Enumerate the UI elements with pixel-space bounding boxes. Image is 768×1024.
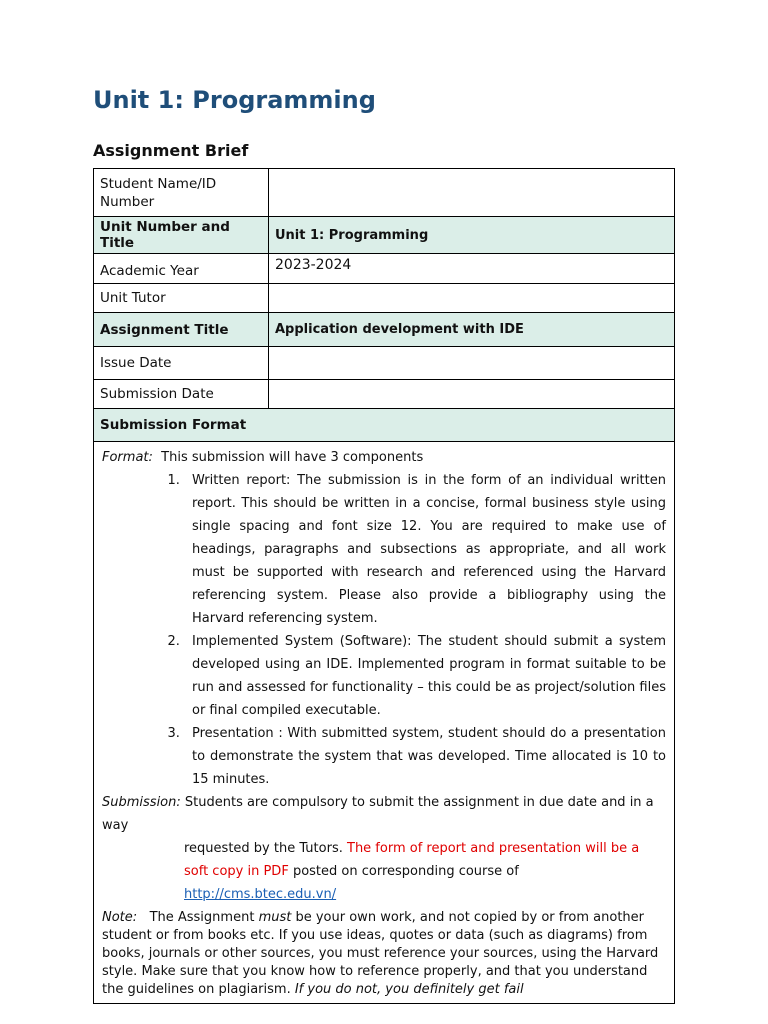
row-issue [94,347,675,380]
list-item: 2. Implemented System (Software): The student should submit a system developed using an IDE. Implemented program in format suitable to be run and assessed for functionality – this could be as project/solution files or final compiled executable. [184,630,666,722]
row-unit [94,217,675,254]
note-text-1: The Assignment [149,910,255,925]
format-line [102,446,666,469]
row-year [94,254,675,284]
row-tutor [94,284,675,313]
tutor-label: Unit Tutor [94,284,269,313]
assignment-value: Application development with IDE [269,313,675,347]
submission-continuation [102,837,666,906]
row-student [94,169,675,217]
year-label: Academic Year [94,254,269,284]
page-title: Unit 1: Programming [93,86,376,114]
cms-link[interactable]: http://cms.btec.edu.vn/ [184,887,337,902]
submission-date-value [269,380,675,409]
note-text-2: be your own work, and not copied by or from another student or from books etc. If you use ideas, quotes or data (such as diagrams) from books, journals or other sources, you must reference your sources, using the Harvard style. Make sure that you know how to reference properly, and that you understand the guidelines on plagiarism. [102,910,659,997]
year-value: 2023-2024 [269,254,675,284]
format-label: Format: [102,450,153,465]
note-label: Note: [102,910,138,925]
student-value [269,169,675,217]
component-list [102,469,666,791]
unit-value: Unit 1: Programming [269,217,675,254]
format-details [94,442,675,1004]
soft-copy-notice: The form of report and presentation will be a soft copy in PDF [184,841,640,879]
list-item: 1. Written report: The submission is in the form of an individual written report. This should be written in a concise, formal business style using single spacing and font size 12. You are required to make use of headings, paragraphs and subsections as appropriate, and all work must be supported with research and referenced using the Harvard referencing system. Please also provide a bibliography using the Harvard referencing system. [184,469,666,630]
issue-label: Issue Date [94,347,269,380]
note-fail: If you do not, you definitely get fail [294,982,524,997]
row-format-details [94,442,675,1004]
submission-date-label: Submission Date [94,380,269,409]
submission-text-2: requested by the Tutors. [184,841,343,856]
note-paragraph [102,909,666,999]
note-must: must [258,910,292,925]
row-submission-format [94,409,675,442]
student-label: Student Name/ID Number [94,169,269,217]
submission-line [102,791,666,837]
list-item: 3. Presentation : With submitted system, student should do a presentation to demonstrate the system that was developed. Time allocated is 10 to 15 minutes. [184,722,666,791]
row-submission-date [94,380,675,409]
unit-label: Unit Number and Title [94,217,269,254]
assignment-brief-table [93,168,675,1004]
section-title: Assignment Brief [93,141,249,160]
tutor-value [269,284,675,313]
format-intro: This submission will have 3 components [161,450,424,465]
submission-text: Students are compulsory to submit the assignment in due date and in a way [102,795,654,833]
assignment-label: Assignment Title [94,313,269,347]
row-assignment [94,313,675,347]
issue-value [269,347,675,380]
submission-text-3: posted on corresponding course of [292,864,519,879]
submission-label: Submission: [102,795,181,810]
submission-format-header: Submission Format [94,409,675,442]
